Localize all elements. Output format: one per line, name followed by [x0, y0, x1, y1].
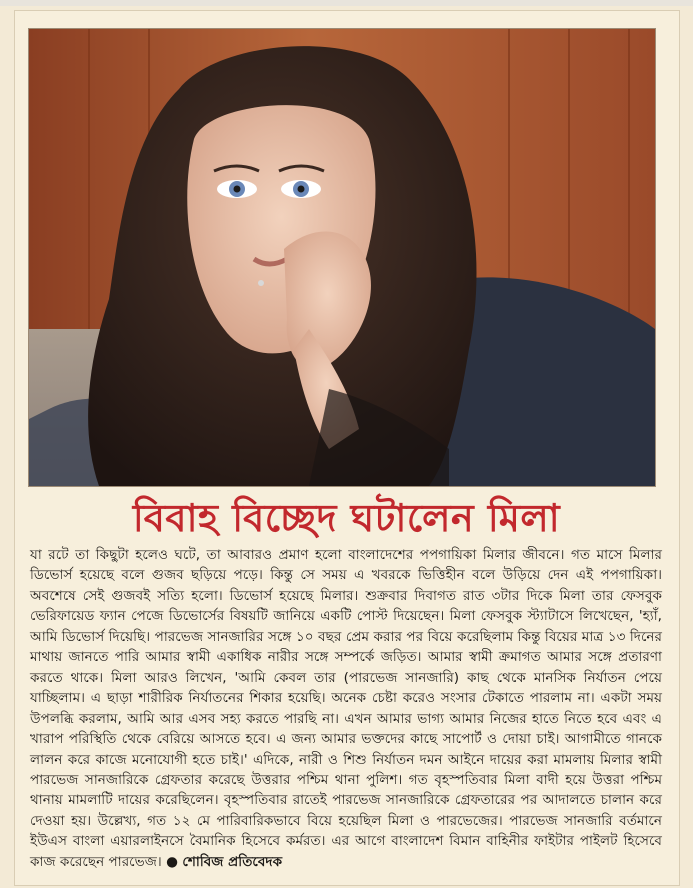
page-top-rule: [0, 0, 693, 6]
article-photo: [28, 28, 656, 487]
article-body-text: যা রটে তা কিছুটা হলেও ঘটে, তা আবারও প্রমাণ হলো বাংলাদেশের পপগায়িকা মিলার জীবনে। গত মাসে মিলার ডিভোর্স হয়েছে বলে গুজব ছড়িয়ে পড়ে। কিন্তু সে সময় এ খবরকে ভিত্তিহীন বলে উড়িয়ে দেন এই পপগায়িকা। অবশেষে সেই গুজবই সত্যি হলো। ডিভোর্স হয়েছে মিলার। শুক্রবার দিবাগত রাত ৩টার দিকে মিলা তার ফেসবুক ভেরিফায়েড ফ্যান পেজে ডিভোর্সের বিষয়টি জানিয়ে একটি পোস্ট দিয়েছেন। মিলা ফেসবুক স্ট্যাটাসে লিখেছেন, 'হ্যাঁ, আমি ডিভোর্স দিয়েছি। পারভেজ সানজারির সঙ্গে ১০ বছর প্রেম করার পর বিয়ে করেছিলাম কিন্তু বিয়ের মাত্র ১৩ দিনের মাথায় জানতে পারি আমার স্বামী একাধিক নারীর সঙ্গে সম্পর্কে জড়িত। আমার স্বামী ক্রমাগত আমার সঙ্গে প্রতারণা করতে থাকে। মিলা আরও লিখেন, 'আমি কেবল তার (পারভেজ সানজারি) কাছ থেকে মানসিক নির্যাতন পেয়ে যাচ্ছিলাম। এ ছাড়া শারীরিক নির্যাতনের শিকার হয়েছি। অনেক চেষ্টা করেও সংসার টেকাতে পারলাম না। একটা সময় উপলব্ধি করলাম, আমি আর এসব সহ্য করতে পারছি না। এখন আমার ভাগ্য আমার নিজের হাতে নিতে হবে এবং এ খারাপ পরিস্থিতি থেকে বেরিয়ে আসতে হবে। এ জন্য আমার ভক্তদের কাছে সাপোর্ট ও দোয়া চাই। আগামীতে গানকে লালন করে কাজে মনোযোগী হতে চাই।' এদিকে, নারী ও শিশু নির্যাতন দমন আইনে দায়ের করা মামলায় মিলার স্বামী পারভেজ সানজারিকে গ্রেফতার করেছে উত্তরার পশ্চিম থানা পুলিশ। গত বৃহস্পতিবার মিলা বাদী হয়ে উত্তরা পশ্চিম থানায় মামলাটি দায়ের করেছিলেন। বৃহস্পতিবার রাতেই পারভেজ সানজারিকে গ্রেফতারের পর আদালতে চালান করে দেওয়া হয়। উল্লেখ্য, গত ১২ মে পারিবারিকভাবে বিয়ে হয়েছিল মিলা ও পারভেজের। পারভেজ সানজারি বর্তমানে ইউএস বাংলা এয়ারলাইনসে বৈমানিক হিসেবে কর্মরত। এর আগে বাংলাদেশ বিমান বাহিনীর ফাইটার পাইলট হিসেবে কাজ করেছেন পারভেজ।: [30, 547, 662, 870]
article-byline: শোবিজ প্রতিবেদক: [182, 853, 283, 870]
bullet-icon: ●: [166, 853, 178, 870]
article-headline: বিবাহ বিচ্ছেদ ঘটালেন মিলা: [132, 495, 561, 540]
article-body: [30, 545, 662, 872]
